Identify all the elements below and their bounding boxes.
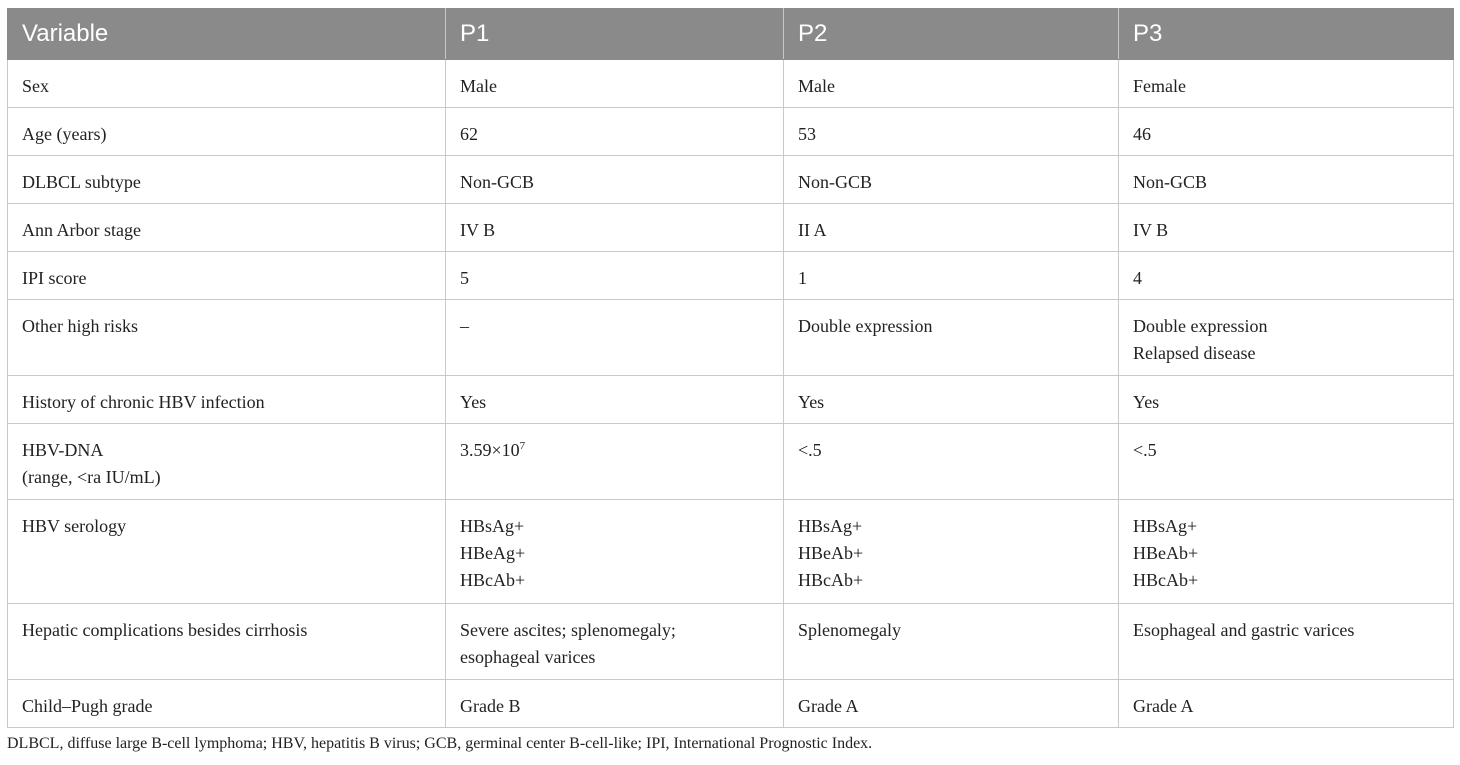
- cell-line: II A: [798, 220, 827, 240]
- cell-line: IPI score: [22, 268, 87, 288]
- cell-p1: [446, 108, 784, 156]
- table-row: [8, 424, 1454, 500]
- cell-line: HBeAg+: [460, 543, 526, 563]
- cell-p1: [446, 156, 784, 204]
- cell-line: HBcAb+: [798, 570, 864, 590]
- cell-line: Age (years): [22, 124, 107, 144]
- table-row: [8, 108, 1454, 156]
- cell-line: HBsAg+: [798, 516, 863, 536]
- cell-p3: [1119, 376, 1454, 424]
- cell-line: HBsAg+: [1133, 516, 1198, 536]
- table-row: [8, 204, 1454, 252]
- table-row: [8, 60, 1454, 108]
- header-variable: Variable: [8, 9, 446, 60]
- cell-line: 53: [798, 124, 816, 144]
- cell-line: Grade A: [798, 696, 859, 716]
- cell-line: Yes: [1133, 392, 1160, 412]
- cell-variable: [8, 376, 446, 424]
- cell-line: <.5: [798, 440, 822, 460]
- cell-p2: [784, 204, 1119, 252]
- cell-line: Non-GCB: [1133, 172, 1208, 192]
- cell-p1: [446, 424, 784, 500]
- cell-p3: [1119, 108, 1454, 156]
- cell-variable: [8, 60, 446, 108]
- cell-p3: [1119, 60, 1454, 108]
- cell-variable: [8, 680, 446, 728]
- cell-p2: [784, 604, 1119, 680]
- cell-line: Double expression: [1133, 316, 1268, 336]
- table-footnote: DLBCL, diffuse large B-cell lymphoma; HBV, hepatitis B virus; GCB, germinal center B-cell-like; IPI, International Prognostic Index.: [7, 735, 873, 752]
- cell-p2: [784, 680, 1119, 728]
- cell-line: <.5: [1133, 440, 1157, 460]
- cell-p3: [1119, 300, 1454, 376]
- cell-line: Sex: [22, 76, 49, 96]
- cell-p2: [784, 108, 1119, 156]
- cell-p1: [446, 204, 784, 252]
- cell-variable: [8, 108, 446, 156]
- cell-p1: [446, 300, 784, 376]
- cell-p3: [1119, 424, 1454, 500]
- cell-line: Male: [798, 76, 835, 96]
- cell-p3: [1119, 604, 1454, 680]
- cell-line: IV B: [1133, 220, 1169, 240]
- cell-line: HBeAb+: [798, 543, 864, 563]
- table-row: [8, 604, 1454, 680]
- cell-p2: [784, 376, 1119, 424]
- cell-line: 5: [460, 268, 469, 288]
- cell-p1: [446, 604, 784, 680]
- cell-line: Ann Arbor stage: [22, 220, 141, 240]
- cell-line: –: [460, 316, 469, 336]
- cell-line: Relapsed disease: [1133, 343, 1256, 363]
- header-row: [8, 9, 1454, 60]
- cell-p2: [784, 500, 1119, 604]
- cell-line: Yes: [460, 392, 487, 412]
- cell-p3: [1119, 156, 1454, 204]
- cell-p2: [784, 60, 1119, 108]
- cell-line: Esophageal and gastric varices: [1133, 620, 1355, 640]
- cell-p2: [784, 424, 1119, 500]
- patient-characteristics-table: [7, 8, 1454, 728]
- cell-line: Splenomegaly: [798, 620, 901, 640]
- cell-p1: [446, 252, 784, 300]
- cell-variable: [8, 156, 446, 204]
- table-row: [8, 500, 1454, 604]
- cell-p1: [446, 680, 784, 728]
- cell-line: Severe ascites; splenomegaly;: [460, 620, 676, 640]
- cell-p3: [1119, 680, 1454, 728]
- header-p1: P1: [446, 9, 784, 60]
- cell-line: Female: [1133, 76, 1186, 96]
- cell-line: History of chronic HBV infection: [22, 392, 265, 412]
- cell-line: 62: [460, 124, 478, 144]
- cell-line: Yes: [798, 392, 825, 412]
- cell-variable: [8, 500, 446, 604]
- table-row: [8, 680, 1454, 728]
- cell-line: HBcAb+: [460, 570, 526, 590]
- cell-line: esophageal varices: [460, 647, 596, 667]
- table-body: [8, 60, 1454, 728]
- cell-line: Non-GCB: [460, 172, 535, 192]
- cell-p1: [446, 500, 784, 604]
- table-row: [8, 376, 1454, 424]
- cell-variable: [8, 604, 446, 680]
- cell-variable: [8, 204, 446, 252]
- cell-line: Double expression: [798, 316, 933, 336]
- cell-variable: [8, 252, 446, 300]
- cell-line: DLBCL subtype: [22, 172, 141, 192]
- value-exponent: 7: [519, 440, 526, 452]
- cell-p1: [446, 60, 784, 108]
- header-p2: P2: [784, 9, 1119, 60]
- cell-p3: [1119, 204, 1454, 252]
- cell-line: HBcAb+: [1133, 570, 1199, 590]
- cell-p3: [1119, 500, 1454, 604]
- cell-line: HBeAb+: [1133, 543, 1199, 563]
- cell-line: HBsAg+: [460, 516, 525, 536]
- table-row: [8, 156, 1454, 204]
- cell-p1: [446, 376, 784, 424]
- cell-p2: [784, 156, 1119, 204]
- cell-variable: [8, 424, 446, 500]
- cell-line: Child–Pugh grade: [22, 696, 153, 716]
- cell-line: Hepatic complications besides cirrhosis: [22, 620, 308, 640]
- cell-line: 1: [798, 268, 807, 288]
- cell-line: (range, <ra IU/mL): [22, 467, 161, 487]
- table-row: [8, 252, 1454, 300]
- cell-line: IV B: [460, 220, 496, 240]
- cell-line: Grade A: [1133, 696, 1194, 716]
- table-row: [8, 300, 1454, 376]
- cell-line: Grade B: [460, 696, 521, 716]
- cell-p3: [1119, 252, 1454, 300]
- table-header: [8, 9, 1454, 60]
- cell-line: Non-GCB: [798, 172, 873, 192]
- cell-variable: [8, 300, 446, 376]
- cell-line: 46: [1133, 124, 1151, 144]
- cell-line: Other high risks: [22, 316, 138, 336]
- cell-line: 4: [1133, 268, 1142, 288]
- value-base: 3.59×10: [460, 440, 520, 460]
- cell-line: [460, 437, 769, 464]
- cell-line: HBV-DNA: [22, 440, 104, 460]
- header-p3: P3: [1119, 9, 1454, 60]
- table-container: [7, 8, 1453, 728]
- cell-p2: [784, 300, 1119, 376]
- cell-line: Male: [460, 76, 497, 96]
- cell-p2: [784, 252, 1119, 300]
- cell-line: HBV serology: [22, 516, 127, 536]
